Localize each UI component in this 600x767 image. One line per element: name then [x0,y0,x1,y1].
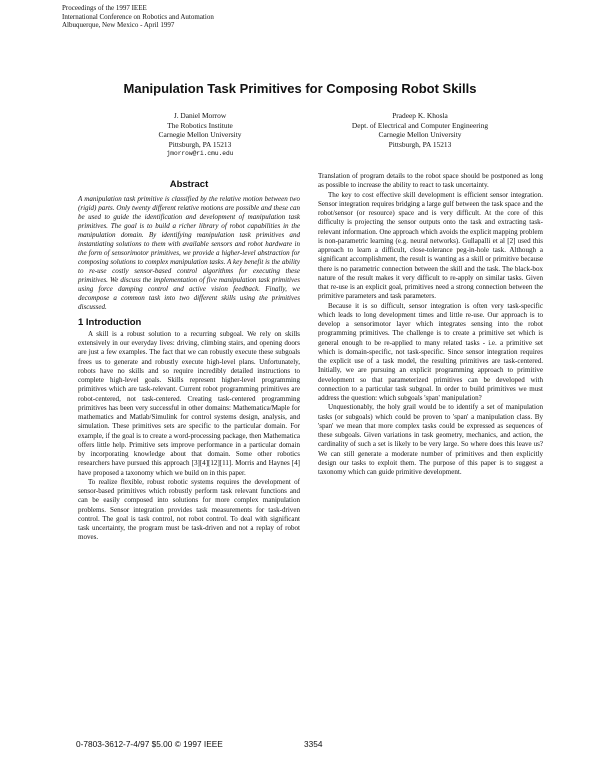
author-block-2 [320,111,520,149]
abstract-text: A manipulation task primitive is classified by the relative motion between two (rigid) parts. Only twenty different relative motions are possible and these can be used to guide the identification and development of manipulation task primitives. The goal is to build a richer library of robot capabilities in the manipulation domain. By identifying manipulation task primitives and instantiating solutions to them with available sensors and robot hardware in the form of sensorimotor primitives, we provide a higher-level abstraction for composing solutions to complex manipulation tasks. A key benefit is the ability to re-use costly sensor-based control algorithms for executing these primitives. We discuss the implementation of five manipulation task primitives using force damping control and active vision feedback. Finally, we decompose a common task into two different skills using the primitives discussed. [78,195,300,311]
body-paragraph: A skill is a robust solution to a recurring subgoal. We rely on skills extensively in our everyday lives: driving, climbing stairs, and opening doors are just a few examples. The fact that we can robustly execute these subgoals frees us to generate and robustly execute high-level plans. Unfortunately, robots have no skills and so require incredibly detailed instructions to complete high-level goals. Skills represent higher-level programming primitives which are task-relevant. Current robot programming primitives are robot-centered, not task-centered. Creating task-centered programming primitives has been very successful in other domains: Mathematica/Maple for mathematics and Matlab/Simulink for control systems design, analysis, and simulation. These primitives sets are specific to the particular domain. For example, if the goal is to create a word-processing package, then Mathematica offers little help. Primitive sets improve performance in a particular domain by incorporating knowledge about that domain. Some other robotics researchers have pursued this approach [3][4][12][11]. Morris and Haynes [4] have proposed a taxonomy which we build on in this paper. [78,329,300,477]
proceedings-header [62,4,214,30]
abstract-heading: Abstract [169,179,209,190]
paper-title: Manipulation Task Primitives for Composing Robot Skills [123,81,477,96]
author-location: Pittsburgh, PA 15213 [388,139,452,149]
proceedings-line: International Conference on Robotics and Automation [62,12,214,21]
proceedings-line: Proceedings of the 1997 IEEE [62,4,147,12]
author-email: jmorrow@ri.cmu.edu [166,150,234,157]
body-paragraph: The key to cost effective skill development is efficient sensor integration. Sensor integration requires bridging a large gulf between the task space and the robot/sensor (or resource) space and is very difficult. At the core of this difficulty is projecting the sensor outputs onto the task and extracting task-relevant information. One approach which avoids the explicit mapping problem is non-parametric learning (e.g. neural networks). Gullapalli et al [2] used this approach to learn a difficult, close-tolerance peg-in-hole task. Although a significant accomplishment, the result is wanting as a skill or primitive because there is no parametric connection between the skill and the task. The black-box nature of the result makes it very difficult to re-apply on similar tasks. Given that re-use is an explicit goal, primitives need a strong connection between the primitive parameters and task parameters. [318,190,543,301]
author-affiliation: Carnegie Mellon University [158,130,242,139]
author-block-1 [110,111,290,159]
page-number: 3354 [304,739,323,749]
footer-copyright: 0-7803-3612-7-4/97 $5.00 © 1997 IEEE [76,739,223,749]
author-name: J. Daniel Morrow [173,111,227,120]
left-column [78,180,300,543]
author-affiliation: The Robotics Institute [167,120,233,130]
body-paragraph: Translation of program details to the robot space should be postponed as long as possible to increase the ability to react to task uncertainty. [318,172,543,190]
section-heading: 1 Introduction [78,316,142,328]
body-paragraph: Because it is so difficult, sensor integration is often very task-specific which leads to long development times and little re-use. Our approach is to develop a sensorimotor layer which integrates sensing into the robot programming primitives. The challenge is to create a primitive set which is general enough to be re-applied to many related tasks - i.e. a primitive set which is domain-specific, not task-specific. Since sensor integration requires the explicit use of a task model, the resulting primitives are task-centered. Initially, we are pursuing an explicit programming approach to primitive development so that parameterized primitives can be developed with connection to a particular task subgoal. In order to build primitives we must address the question: which subgoals 'span' manipulation? [318,301,543,402]
author-affiliation: Dept. of Electrical and Computer Engineering [351,120,489,130]
right-column [318,172,543,477]
author-name: Pradeep K. Khosla [392,111,448,120]
body-paragraph: To realize flexible, robust robotic systems requires the development of sensor-based primitives which robustly perform task relevant functions and can be easily composed into solutions for more complex manipulation problems. Sensor integration provides task measurements for task-driven control. The goal is task control, not robot control. To deal with significant task uncertainty, the program must be task-driven and not a replay of robot moves. [78,477,300,542]
proceedings-line: Albuquerque, New Mexico - April 1997 [62,21,175,29]
author-location: Pittsburgh, PA 15213 [168,139,232,149]
body-paragraph: Unquestionably, the holy grail would be to identify a set of manipulation tasks (or subgoals) which could be proven to 'span' a manipulation class. By 'span' we mean that more complex tasks could be expressed as sequences of these subgoals. Given variations in task geometry, mechanics, and action, the cardinality of such a set is likely to be very large. So where does this leave us? We can still generate a moderate number of primitives and then explicitly design our tasks to exploit them. The purpose of this paper is to suggest a taxonomy which can guide primitive development. [318,403,543,476]
author-affiliation: Carnegie Mellon University [378,130,462,139]
